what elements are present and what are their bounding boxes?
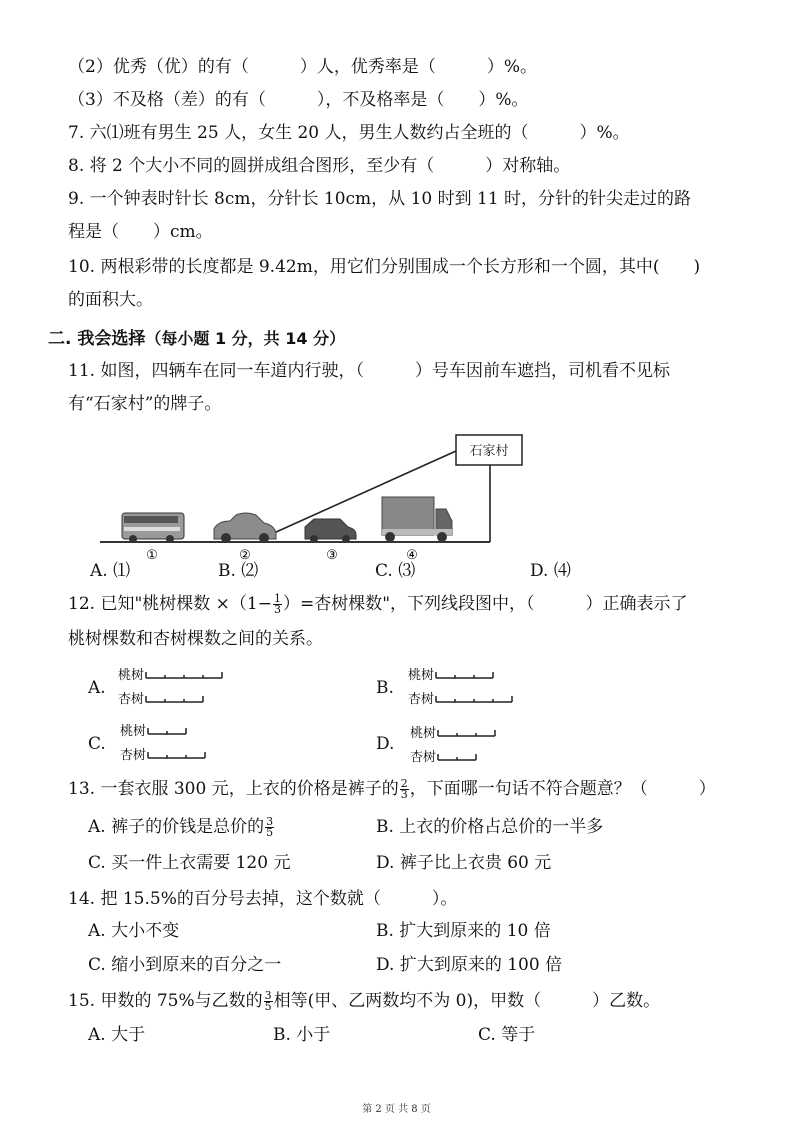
q14-option-c[interactable]: C. 缩小到原来的百分之一 xyxy=(88,955,282,975)
question-10-line2: 的面积大。 xyxy=(68,290,153,310)
q12-option-c[interactable]: C. xyxy=(88,734,106,754)
q12-text-post: ）=杏树棵数"，下列线段图中，（ ）正确表示了 xyxy=(282,594,688,614)
q12d-apricot-segment xyxy=(438,754,476,760)
question-9-line1: 9. 一个钟表时针长 8cm，分针长 10cm，从 10 时到 11 时，分针的针尖走过的路 xyxy=(68,189,692,209)
vehicle-label-4: ④ xyxy=(406,548,418,563)
question-12-line1 xyxy=(68,593,688,615)
q13-fraction xyxy=(400,779,409,800)
q13-option-a-num: 3 xyxy=(266,815,274,828)
q15-text-pre: 15. 甲数的 75%与乙数的 xyxy=(68,991,263,1011)
q12b-apricot-label: 杏树 xyxy=(408,692,435,707)
question-8: 8. 将 2 个大小不同的圆拼成组合图形，至少有（ ）对称轴。 xyxy=(68,156,571,176)
q12b-peach-label: 桃树 xyxy=(408,668,435,683)
bus-icon xyxy=(122,513,184,543)
q15-text-post: 相等(甲、乙两数均不为 0)，甲数（ ）乙数。 xyxy=(273,991,661,1011)
q11-option-a[interactable]: A. ⑴ xyxy=(90,561,131,581)
question-12-line2: 桃树棵数和杏树棵数之间的关系。 xyxy=(68,629,323,649)
question-14: 14. 把 15.5%的百分号去掉，这个数就（ ）。 xyxy=(68,889,458,909)
sedan-icon xyxy=(214,513,276,543)
truck-icon xyxy=(382,497,452,542)
q12c-peach-label: 桃树 xyxy=(120,724,147,739)
q12c-peach-segment xyxy=(148,728,186,734)
q12a-peach-segment xyxy=(146,672,222,678)
q12a-apricot-segment xyxy=(146,696,203,702)
question-11-line2: 有“石家村”的牌子。 xyxy=(68,394,222,414)
q15-frac-num: 3 xyxy=(264,989,272,1002)
q12-text-pre: 12. 已知"桃树棵数 ×（1− xyxy=(68,594,272,614)
q14-option-b[interactable]: B. 扩大到原来的 10 倍 xyxy=(376,921,551,941)
question-6-3: （3）不及格（差）的有（ ），不及格率是（ ）%。 xyxy=(68,90,529,110)
question-7: 7. 六⑴班有男生 25 人，女生 20 人，男生人数约占全班的（ ）%。 xyxy=(68,123,630,143)
section-2-title: 二. 我会选择 xyxy=(48,329,146,349)
q15-option-c[interactable]: C. 等于 xyxy=(478,1025,536,1045)
q13-option-a[interactable] xyxy=(88,816,275,838)
q12c-apricot-label: 杏树 xyxy=(120,748,147,763)
question-15 xyxy=(68,990,660,1012)
q11-option-c[interactable]: C. ⑶ xyxy=(375,561,416,581)
q12b-apricot-segment xyxy=(436,696,512,702)
vehicle-label-3: ③ xyxy=(326,548,338,563)
q13-text-post: ，下面哪一句话不符合题意？（ ） xyxy=(409,779,716,799)
q15-option-a[interactable]: A. 大于 xyxy=(88,1025,146,1045)
q13-option-a-den: 5 xyxy=(266,826,274,839)
segment-diagrams xyxy=(0,650,793,770)
q12-option-a[interactable]: A. xyxy=(88,678,106,698)
q11-option-b[interactable]: B. ⑵ xyxy=(218,561,259,581)
q15-option-b[interactable]: B. 小于 xyxy=(273,1025,331,1045)
vehicle-label-1: ① xyxy=(146,548,158,563)
q15-fraction xyxy=(264,991,273,1012)
suv-icon xyxy=(305,519,356,543)
q13-frac-den: 3 xyxy=(400,788,408,801)
q12-fraction xyxy=(273,594,282,615)
sign-text: 石家村 xyxy=(469,444,509,459)
q13-option-a-text: A. 裤子的价钱是总价的 xyxy=(88,817,265,837)
q12d-peach-label: 桃树 xyxy=(410,726,437,741)
page-footer: 第 2 页 共 8 页 xyxy=(362,1104,431,1115)
q11-option-d[interactable]: D. ⑷ xyxy=(530,561,571,581)
q12d-apricot-label: 杏树 xyxy=(410,750,437,765)
section-2-subtitle: （每小题 1 分，共 14 分） xyxy=(145,329,346,348)
q14-option-a[interactable]: A. 大小不变 xyxy=(88,921,180,941)
question-6-2: （2）优秀（优）的有（ ）人，优秀率是（ ）%。 xyxy=(68,57,537,77)
q13-option-b[interactable]: B. 上衣的价格占总价的一半多 xyxy=(376,817,604,837)
q12d-peach-segment xyxy=(438,730,495,736)
q12a-peach-label: 桃树 xyxy=(118,668,145,683)
q14-option-d[interactable]: D. 扩大到原来的 100 倍 xyxy=(376,955,563,975)
q13-option-c[interactable]: C. 买一件上衣需要 120 元 xyxy=(88,853,291,873)
q15-frac-den: 5 xyxy=(264,1000,272,1013)
question-13-line1 xyxy=(68,778,716,800)
q13-option-d[interactable]: D. 裤子比上衣贵 60 元 xyxy=(376,853,552,873)
vehicle-label-2: ② xyxy=(239,548,251,563)
question-9-line2: 程是（ ）cm。 xyxy=(68,222,213,242)
q12a-apricot-label: 杏树 xyxy=(118,692,145,707)
q13-text-pre: 13. 一套衣服 300 元，上衣的价格是裤子的 xyxy=(68,779,399,799)
q13-frac-num: 2 xyxy=(400,777,408,790)
vehicles-diagram xyxy=(90,425,530,565)
q12b-peach-segment xyxy=(436,672,493,678)
q12-option-b[interactable]: B. xyxy=(376,678,394,698)
question-10-line1: 10. 两根彩带的长度都是 9.42m，用它们分别围成一个长方形和一个圆，其中( ) xyxy=(68,257,701,277)
q12c-apricot-segment xyxy=(148,752,205,758)
q12-frac-den: 3 xyxy=(273,603,281,616)
section-2-heading xyxy=(48,324,345,349)
q13-option-a-fraction xyxy=(265,817,274,838)
q12-frac-num: 1 xyxy=(273,592,281,605)
question-11-line1: 11. 如图，四辆车在同一车道内行驶，（ ）号车因前车遮挡，司机看不见标 xyxy=(68,361,670,381)
q12-option-d[interactable]: D. xyxy=(376,734,395,754)
